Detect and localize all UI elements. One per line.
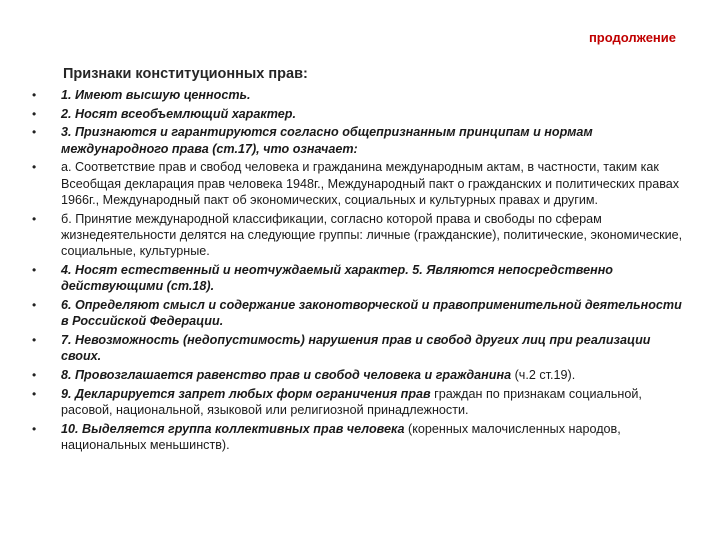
list-item-7 [24,332,684,365]
item-text: (коренных малочисленных народов, национальных меньшинств). [61,421,621,452]
list-item-10 [24,421,684,454]
bullet-icon: • [32,125,37,140]
bullet-icon: • [32,88,37,102]
list-item-4-5 [24,262,684,295]
bullet-icon: • [32,106,37,121]
item-emphasis: 3. Признаются и гарантируются согласно общепризнанным принципам и нормам международного права (ст.17), что означает: [61,125,593,156]
item-emphasis: 2. Носят всеобъемлющий характер. [61,106,296,121]
list-item-9 [24,386,684,419]
continuation-label: продолжение [588,30,676,45]
item-emphasis: 9. Декларируется запрет любых форм ограничения прав [61,386,431,401]
bullet-icon: • [32,368,37,382]
list-item-6 [24,297,684,330]
slide-title: Признаки конституционных прав: [63,66,308,82]
item-emphasis: 1. Имеют высшую ценность. [61,88,251,102]
item-text: б. Принятие международной классификации, согласно которой права и свободы по сферам жизнедеятельности делятся на следующие группы: личные (гражданские), политические, экономические, социальные, культурные. [61,211,683,259]
item-emphasis: 8. Провозглашается равенство прав и свобод человека и гражданина [61,368,512,382]
bullet-icon: • [32,298,37,312]
item-text: а. Соответствие прав и свобод человека и гражданина международным актам, в частности, таким как Всеобщая декларация прав человека 1948г., Международный пакт о гражданских и политических правах 1966г., Международный пакт об экономических, социальных и культурных правах и другим. [61,160,680,207]
list-item-8 [24,367,684,383]
item-emphasis: 7. Невозможность (недопустимость) нарушения прав и свобод других лиц при реализации своих. [61,333,651,364]
bullet-icon: • [32,333,37,347]
item-emphasis: 6. Определяют смысл и содержание законотворческой и правоприменительной деятельности в Российской Федерации. [61,298,682,329]
list-item-3 [24,124,684,157]
bullet-icon: • [32,211,37,226]
bullet-icon: • [32,263,37,277]
list-item-1 [24,87,684,103]
bullet-icon: • [32,421,37,436]
item-text: (ч.2 ст.19). [511,368,576,382]
item-text: граждан по признакам социальной, расовой, национальной, языковой или религиозной принадлежности. [61,386,642,417]
item-emphasis: 4. Носят естественный и неотчуждаемый характер. 5. Являются непосредственно действующими (ст.18). [61,263,613,294]
criteria-list [24,87,684,456]
bullet-icon: • [32,160,37,175]
bullet-icon: • [32,386,37,401]
list-item-3b [24,211,684,260]
list-item-3a [24,159,684,208]
item-emphasis: 10. Выделяется группа коллективных прав человека [61,421,405,436]
list-item-2 [24,106,684,122]
